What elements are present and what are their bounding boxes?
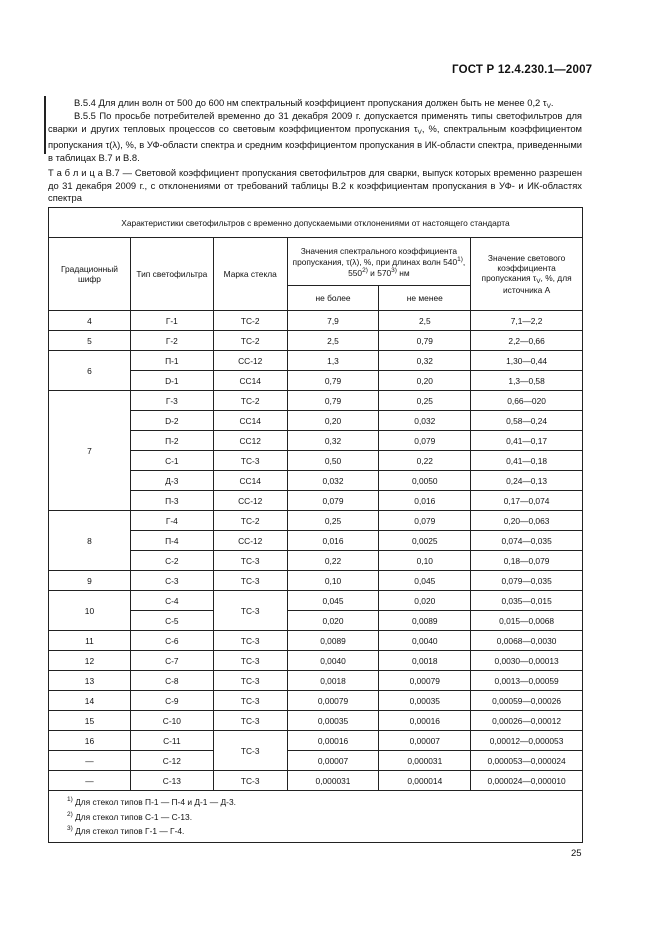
cell-min: 0,045 <box>379 571 471 591</box>
cell-light: 0,00059—0,00026 <box>471 691 583 711</box>
cell-type: Г-1 <box>130 311 213 331</box>
cell-min: 0,79 <box>379 331 471 351</box>
cell-type: С-13 <box>130 771 213 791</box>
cell-light: 0,58—0,24 <box>471 411 583 431</box>
cell-max: 0,000031 <box>287 771 379 791</box>
cell-type: С-5 <box>130 611 213 631</box>
cell-brand: ТС-2 <box>213 511 287 531</box>
cell-grade: 13 <box>49 671 131 691</box>
col-header-light: Значение светового коэффициента пропускания $\tau_V$, %, для источника А <box>471 238 583 311</box>
cell-brand: ТС-3 <box>213 651 287 671</box>
cell-type: С-7 <box>130 651 213 671</box>
cell-light: 0,0068—0,0030 <box>471 631 583 651</box>
cell-type: Г-4 <box>130 511 213 531</box>
cell-grade: — <box>49 771 131 791</box>
cell-brand: ТС-3 <box>213 451 287 471</box>
cell-type: С-1 <box>130 451 213 471</box>
cell-max: 0,00035 <box>287 711 379 731</box>
cell-min: 0,10 <box>379 551 471 571</box>
col-header-brand: Марка стекла <box>213 238 287 311</box>
cell-brand: ТС-3 <box>213 671 287 691</box>
cell-min: 0,016 <box>379 491 471 511</box>
cell-light: 7,1—2,2 <box>471 311 583 331</box>
cell-min: 0,00079 <box>379 671 471 691</box>
cell-min: 0,0018 <box>379 651 471 671</box>
cell-max: 0,00016 <box>287 731 379 751</box>
cell-min: 0,20 <box>379 371 471 391</box>
cell-grade: 9 <box>49 571 131 591</box>
cell-light: 1,30—0,44 <box>471 351 583 371</box>
cell-light: 0,20—0,063 <box>471 511 583 531</box>
cell-type: С-6 <box>130 631 213 651</box>
cell-type: Г-3 <box>130 391 213 411</box>
cell-type: С-10 <box>130 711 213 731</box>
cell-grade: 12 <box>49 651 131 671</box>
cell-grade: — <box>49 751 131 771</box>
cell-type: С-9 <box>130 691 213 711</box>
cell-max: 0,016 <box>287 531 379 551</box>
cell-max: 0,25 <box>287 511 379 531</box>
table-row <box>49 391 583 411</box>
table-row <box>49 591 583 611</box>
cell-max: 7,9 <box>287 311 379 331</box>
cell-light: 0,015—0,0068 <box>471 611 583 631</box>
cell-type: D-1 <box>130 371 213 391</box>
cell-min: 0,0089 <box>379 611 471 631</box>
paragraph-b54: В.5.4 Для длин волн от 500 до 600 нм спектральный коэффициент пропускания должен быть не менее 0,2 $\tau_V$. <box>74 97 554 110</box>
cell-brand: ТС-3 <box>213 731 287 771</box>
cell-brand: СС14 <box>213 371 287 391</box>
cell-max: 0,10 <box>287 571 379 591</box>
table-row <box>49 351 583 371</box>
cell-min: 0,00007 <box>379 731 471 751</box>
cell-min: 0,0050 <box>379 471 471 491</box>
cell-brand: ТС-3 <box>213 631 287 651</box>
table-row <box>49 731 583 751</box>
cell-type: П-2 <box>130 431 213 451</box>
cell-light: 0,000024—0,000010 <box>471 771 583 791</box>
cell-type: D-2 <box>130 411 213 431</box>
cell-light: 0,0013—0,00059 <box>471 671 583 691</box>
cell-min: 0,00016 <box>379 711 471 731</box>
cell-light: 0,00026—0,00012 <box>471 711 583 731</box>
cell-max: 0,50 <box>287 451 379 471</box>
cell-brand: СС14 <box>213 471 287 491</box>
cell-min: 0,0040 <box>379 631 471 651</box>
transmission-table <box>48 207 583 843</box>
cell-grade: 11 <box>49 631 131 651</box>
cell-max: 0,032 <box>287 471 379 491</box>
cell-min: 0,079 <box>379 431 471 451</box>
cell-light: 0,000053—0,000024 <box>471 751 583 771</box>
cell-brand: ТС-3 <box>213 571 287 591</box>
cell-max: 1,3 <box>287 351 379 371</box>
cell-min: 0,000031 <box>379 751 471 771</box>
cell-max: 0,079 <box>287 491 379 511</box>
cell-brand: ТС-2 <box>213 391 287 411</box>
table-row <box>49 331 583 351</box>
cell-max: 0,045 <box>287 591 379 611</box>
cell-grade: 4 <box>49 311 131 331</box>
cell-min: 0,032 <box>379 411 471 431</box>
table-row <box>49 691 583 711</box>
footnote: $^{1)}$ Для стекол типов П-1 — П-4 и Д-1 — Д-3. <box>67 796 236 807</box>
cell-max: 0,20 <box>287 411 379 431</box>
cell-max: 0,22 <box>287 551 379 571</box>
cell-light: 0,17—0,074 <box>471 491 583 511</box>
cell-grade: 10 <box>49 591 131 631</box>
cell-max: 0,00007 <box>287 751 379 771</box>
cell-max: 0,020 <box>287 611 379 631</box>
cell-brand: ТС-3 <box>213 711 287 731</box>
col-header-type: Тип светофильтра <box>130 238 213 311</box>
cell-brand: СС-12 <box>213 491 287 511</box>
cell-max: 0,79 <box>287 391 379 411</box>
cell-min: 0,020 <box>379 591 471 611</box>
cell-brand: СС14 <box>213 411 287 431</box>
cell-grade: 15 <box>49 711 131 731</box>
cell-type: Д-3 <box>130 471 213 491</box>
page-number: 25 <box>571 848 582 859</box>
table-row <box>49 511 583 531</box>
cell-light: 0,035—0,015 <box>471 591 583 611</box>
cell-max: 2,5 <box>287 331 379 351</box>
cell-grade: 5 <box>49 331 131 351</box>
cell-type: П-1 <box>130 351 213 371</box>
cell-light: 0,41—0,17 <box>471 431 583 451</box>
cell-type: П-3 <box>130 491 213 511</box>
standard-header: ГОСТ Р 12.4.230.1—2007 <box>452 64 593 76</box>
cell-light: 0,41—0,18 <box>471 451 583 471</box>
cell-light: 0,00012—0,000053 <box>471 731 583 751</box>
col-header-min: не менее <box>379 286 471 311</box>
cell-brand: ТС-3 <box>213 691 287 711</box>
table-row <box>49 671 583 691</box>
col-header-spectral: Значения спектрального коэффициента пропускания, τ(λ), %, при длинах волн 540$^{1)}$, 550$^{2)}$ и 570$^{3)}$ нм <box>287 238 471 286</box>
cell-grade: 8 <box>49 511 131 571</box>
cell-max: 0,0040 <box>287 651 379 671</box>
table-row <box>49 631 583 651</box>
cell-grade: 6 <box>49 351 131 391</box>
table-row <box>49 651 583 671</box>
cell-light: 0,0030—0,00013 <box>471 651 583 671</box>
cell-min: 0,22 <box>379 451 471 471</box>
change-bar <box>44 96 46 154</box>
table-row <box>49 311 583 331</box>
cell-grade: 7 <box>49 391 131 511</box>
footnotes <box>49 791 583 843</box>
cell-brand: ТС-2 <box>213 311 287 331</box>
cell-min: 2,5 <box>379 311 471 331</box>
cell-type: С-12 <box>130 751 213 771</box>
footnote: $^{2)}$ Для стекол типов С-1 — С-13. <box>67 810 193 822</box>
cell-brand: СС-12 <box>213 351 287 371</box>
cell-brand: ТС-3 <box>213 551 287 571</box>
cell-light: 0,66—020 <box>471 391 583 411</box>
table-row <box>49 771 583 791</box>
cell-min: 0,00035 <box>379 691 471 711</box>
paragraph-b55: В.5.5 По просьбе потребителей временно до 31 декабря 2009 г. допускается применять типы светофильтров для сварки и других тепловых процессов со световым коэффициентом пропускания $\tau_V$, %, спектральным коэффициентом пропускания τ(λ), %, в УФ-области спектра и средним коэффициентом пропускания в ИК-области спектра, приведенными в таблицах В.7 и В.8. <box>48 110 582 163</box>
cell-light: 0,079—0,035 <box>471 571 583 591</box>
cell-type: С-8 <box>130 671 213 691</box>
cell-grade: 14 <box>49 691 131 711</box>
characteristics-header: Характеристики светофильтров с временно допускаемыми отклонениями от настоящего стандарта <box>49 208 583 238</box>
cell-type: С-2 <box>130 551 213 571</box>
cell-light: 1,3—0,58 <box>471 371 583 391</box>
cell-brand: ТС-2 <box>213 331 287 351</box>
col-header-grade: Градационный шифр <box>49 238 131 311</box>
table-row <box>49 571 583 591</box>
cell-brand: СС-12 <box>213 531 287 551</box>
cell-brand: ТС-3 <box>213 771 287 791</box>
cell-light: 0,074—0,035 <box>471 531 583 551</box>
cell-min: 0,25 <box>379 391 471 411</box>
cell-max: 0,79 <box>287 371 379 391</box>
table-row <box>49 711 583 731</box>
cell-light: 0,18—0,079 <box>471 551 583 571</box>
cell-type: Г-2 <box>130 331 213 351</box>
cell-type: П-4 <box>130 531 213 551</box>
cell-type: С-3 <box>130 571 213 591</box>
cell-min: 0,32 <box>379 351 471 371</box>
cell-light: 2,2—0,66 <box>471 331 583 351</box>
cell-min: 0,0025 <box>379 531 471 551</box>
cell-max: 0,0018 <box>287 671 379 691</box>
cell-max: 0,32 <box>287 431 379 451</box>
cell-min: 0,000014 <box>379 771 471 791</box>
cell-brand: ТС-3 <box>213 591 287 631</box>
cell-light: 0,24—0,13 <box>471 471 583 491</box>
col-header-max: не более <box>287 286 379 311</box>
cell-brand: СС12 <box>213 431 287 451</box>
cell-min: 0,079 <box>379 511 471 531</box>
footnote: $^{3)}$ Для стекол типов Г-1 — Г-4. <box>67 825 185 836</box>
cell-grade: 16 <box>49 731 131 751</box>
cell-type: С-11 <box>130 731 213 751</box>
cell-type: С-4 <box>130 591 213 611</box>
table-caption: Т а б л и ц а В.7 — Световой коэффициент пропускания светофильтров для сварки, выпуск которых временно разрешен до 31 декабря 2009 г., с отклонениями от требований таблицы В.2 к коэффициентам пропускания в УФ- и ИК-областях спектра <box>48 167 582 203</box>
table-row <box>49 751 583 771</box>
cell-max: 0,0089 <box>287 631 379 651</box>
cell-max: 0,00079 <box>287 691 379 711</box>
